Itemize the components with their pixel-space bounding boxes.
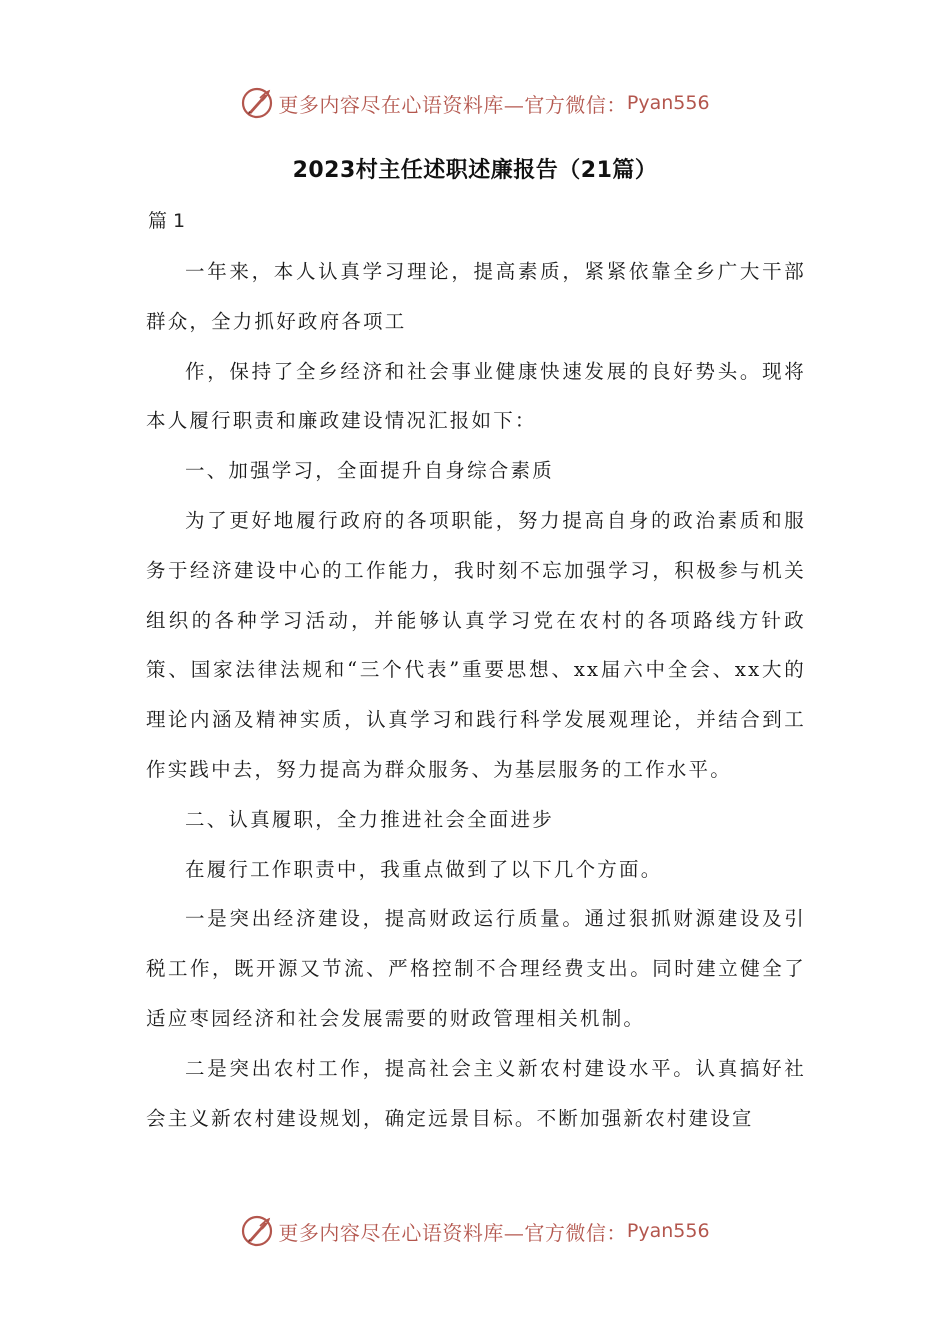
section-label: 篇 1 (148, 210, 186, 232)
paragraph: 一年来，本人认真学习理论，提高素质，紧紧依靠全乡广大干部群众，全力抓好政府各项工 (146, 260, 806, 333)
watermark-footer (0, 1211, 950, 1251)
paragraph: 为了更好地履行政府的各项职能，努力提高自身的政治素质和服务于经济建设中心的工作能力，我时刻不忘加强学习，积极参与机关组织的各种学习活动，并能够认真学习党在农村的各项路线方针政策、国家法律法规和“三个代表”重要思想、xx届六中全会、xx大的理论内涵及精神实质，认真学习和践行科学发展观理论，并结合到工作实践中去，努力提高为群众服务、为基层服务的工作水平。 (146, 508, 806, 781)
paragraph: 二是突出农村工作，提高社会主义新农村建设水平。认真搞好社会主义新农村建设规划，确定远景目标。不断加强新农村建设宣 (146, 1056, 806, 1130)
watermark-header (0, 83, 950, 123)
quill-pen-icon (240, 86, 274, 120)
document-title: 2023村主任述职述廉报告（21篇） (292, 158, 658, 183)
section-heading: 二、认真履职，全力推进社会全面进步 (185, 807, 554, 831)
watermark-wechat-id: Pyan556 (626, 92, 710, 114)
paragraph: 作，保持了全乡经济和社会事业健康快速发展的良好势头。现将本人履行职责和廉政建设情况汇报如下： (146, 359, 806, 433)
quill-pen-icon (240, 1214, 274, 1248)
watermark-text: 更多内容尽在心语资料库—官方微信： (278, 92, 627, 117)
watermark-wechat-id: Pyan556 (626, 1220, 710, 1242)
paragraph: 在履行工作职责中，我重点做到了以下几个方面。 (185, 857, 663, 881)
document-body (146, 247, 806, 1143)
section-heading: 一、加强学习，全面提升自身综合素质 (185, 459, 554, 483)
watermark-text: 更多内容尽在心语资料库—官方微信： (278, 1220, 627, 1245)
paragraph: 一是突出经济建设，提高财政运行质量。通过狠抓财源建设及引税工作，既开源又节流、严格控制不合理经费支出。同时建立健全了适应枣园经济和社会发展需要的财政管理相关机制。 (146, 907, 806, 1030)
